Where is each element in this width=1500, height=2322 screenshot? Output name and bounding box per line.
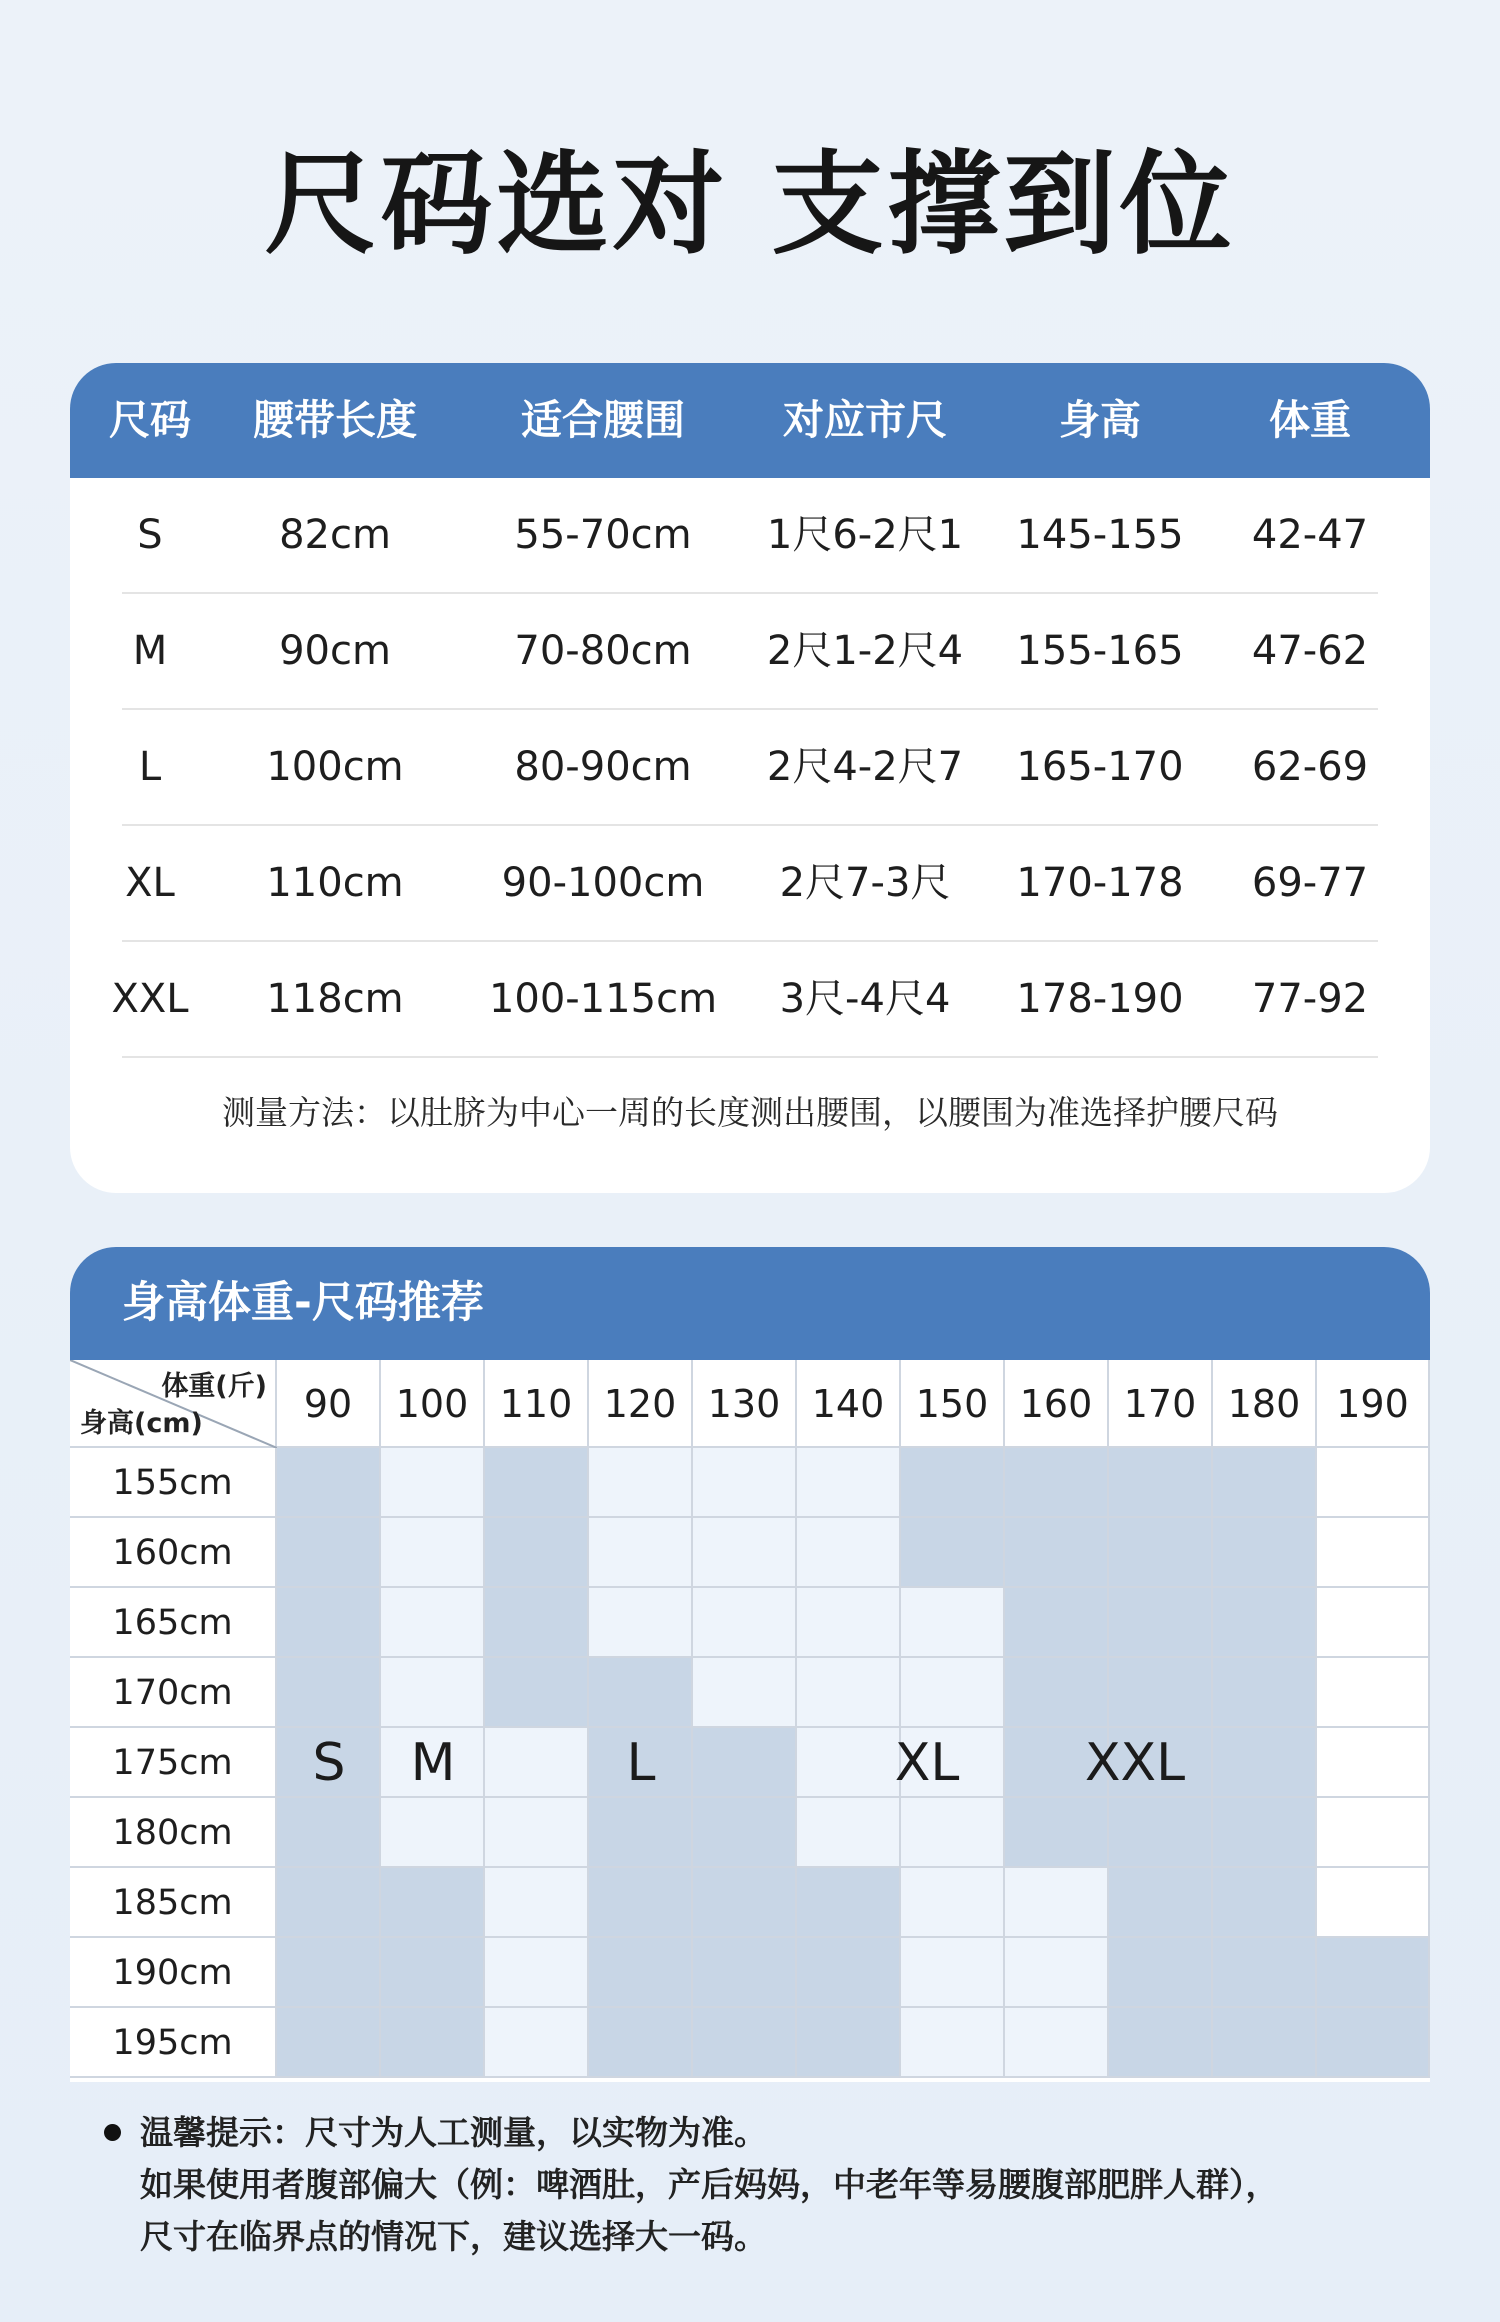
size-zone-label: XXL bbox=[1084, 1733, 1186, 1793]
grid-cell bbox=[1317, 1588, 1430, 1658]
size-cell: L bbox=[138, 744, 162, 790]
grid-cell bbox=[901, 1938, 1005, 2008]
recommend-header bbox=[70, 1247, 1430, 1360]
height-row-header: 160cm bbox=[70, 1518, 277, 1588]
size-cell: 82cm bbox=[279, 512, 391, 558]
grid-cell bbox=[277, 1938, 381, 2008]
size-row bbox=[122, 826, 1378, 942]
grid-cell bbox=[797, 1448, 901, 1518]
size-cell: 155-165 bbox=[1016, 628, 1184, 674]
grid-cell bbox=[485, 1588, 589, 1658]
grid-cell bbox=[1005, 1588, 1109, 1658]
grid-cell bbox=[1005, 2008, 1109, 2078]
size-cell: 1尺6-2尺1 bbox=[766, 512, 964, 558]
grid-cell bbox=[1317, 1868, 1430, 1938]
grid-cell bbox=[1109, 1938, 1213, 2008]
grid-cell bbox=[693, 1448, 797, 1518]
grid-cell bbox=[381, 1518, 485, 1588]
grid-cell bbox=[901, 1518, 1005, 1588]
height-row-header: 155cm bbox=[70, 1448, 277, 1518]
grid-cell bbox=[901, 1448, 1005, 1518]
weight-col-header: 160 bbox=[1005, 1360, 1109, 1448]
weight-col-header: 90 bbox=[277, 1360, 381, 1448]
grid-cell bbox=[1317, 1798, 1430, 1868]
grid-cell bbox=[1213, 2008, 1317, 2078]
weight-col-header: 140 bbox=[797, 1360, 901, 1448]
weight-col-header: 110 bbox=[485, 1360, 589, 1448]
grid-cell bbox=[797, 1658, 901, 1728]
size-table-body bbox=[111, 478, 1430, 1058]
grid-cell bbox=[485, 1798, 589, 1868]
grid-cell bbox=[277, 1588, 381, 1658]
grid-cell bbox=[1109, 1588, 1213, 1658]
grid-cell bbox=[901, 1588, 1005, 1658]
grid-cell bbox=[1213, 1448, 1317, 1518]
grid-cell bbox=[1005, 1658, 1109, 1728]
size-cell: 165-170 bbox=[1016, 744, 1184, 790]
grid-cell bbox=[1213, 1518, 1317, 1588]
grid-cell bbox=[1213, 1658, 1317, 1728]
size-table-card bbox=[70, 363, 1430, 1193]
size-cell: 47-62 bbox=[1251, 628, 1369, 674]
size-cell: 2尺1-2尺4 bbox=[766, 628, 964, 674]
tip-text-1: 温馨提示：尺寸为人工测量，以实物为准。 bbox=[140, 2113, 767, 2152]
size-cell: 77-92 bbox=[1251, 976, 1369, 1022]
weight-col-header: 170 bbox=[1109, 1360, 1213, 1448]
height-row-header: 175cm bbox=[70, 1728, 277, 1798]
grid-cell bbox=[1317, 1448, 1430, 1518]
grid-corner bbox=[70, 1360, 277, 1448]
grid-cell bbox=[693, 1938, 797, 2008]
size-cell: XL bbox=[125, 860, 175, 906]
weight-col-header: 180 bbox=[1213, 1360, 1317, 1448]
recommend-title: 身高体重-尺码推荐 bbox=[122, 1278, 484, 1328]
height-row-header: 190cm bbox=[70, 1938, 277, 2008]
size-cell: 42-47 bbox=[1251, 512, 1369, 558]
size-cell: 69-77 bbox=[1251, 860, 1369, 906]
tips bbox=[100, 2107, 1420, 2263]
size-cell: 110cm bbox=[266, 860, 404, 906]
grid-cell bbox=[277, 1798, 381, 1868]
size-zone-label: XL bbox=[894, 1733, 960, 1793]
grid-cell bbox=[1213, 1588, 1317, 1658]
grid-cell bbox=[589, 1658, 693, 1728]
height-row-header: 185cm bbox=[70, 1868, 277, 1938]
grid-cell bbox=[1109, 1868, 1213, 1938]
grid-cell bbox=[1317, 1518, 1430, 1588]
header-market-chi: 对应市尺 bbox=[783, 396, 947, 444]
grid-cell bbox=[589, 1938, 693, 2008]
grid-cell bbox=[693, 1868, 797, 1938]
weight-col-header: 150 bbox=[901, 1360, 1005, 1448]
grid-cell bbox=[1317, 2008, 1430, 2078]
grid-cell bbox=[693, 1518, 797, 1588]
grid-cell bbox=[277, 1868, 381, 1938]
recommend-card bbox=[70, 1247, 1430, 2082]
grid-cell bbox=[693, 1588, 797, 1658]
grid-cell bbox=[381, 2008, 485, 2078]
grid-cell bbox=[693, 1658, 797, 1728]
size-row bbox=[122, 594, 1378, 710]
corner-weight-label: 体重(斤) bbox=[161, 1371, 267, 1402]
grid-cell bbox=[1213, 1868, 1317, 1938]
grid-cell bbox=[381, 1798, 485, 1868]
grid-cell bbox=[797, 1868, 901, 1938]
grid-cell bbox=[381, 1938, 485, 2008]
tip-line: 尺寸在临界点的情况下，建议选择大一码。 bbox=[140, 2217, 767, 2256]
size-cell: 145-155 bbox=[1016, 512, 1184, 558]
grid-cell bbox=[797, 2008, 901, 2078]
grid-cell bbox=[277, 1448, 381, 1518]
grid-cell bbox=[1005, 1798, 1109, 1868]
grid-cell bbox=[1317, 1938, 1430, 2008]
grid-cell bbox=[1317, 1728, 1430, 1798]
tip-line bbox=[100, 2107, 1420, 2159]
size-cell: 100-115cm bbox=[488, 976, 718, 1022]
grid-cell bbox=[693, 1728, 797, 1798]
size-cell: 170-178 bbox=[1016, 860, 1184, 906]
grid-cell bbox=[797, 1518, 901, 1588]
grid-cell bbox=[797, 1588, 901, 1658]
height-row-header: 180cm bbox=[70, 1798, 277, 1868]
grid-cell bbox=[901, 1868, 1005, 1938]
grid-cell bbox=[1109, 1448, 1213, 1518]
size-cell: 178-190 bbox=[1016, 976, 1184, 1022]
grid-cell bbox=[485, 1868, 589, 1938]
grid-cell bbox=[381, 1448, 485, 1518]
grid-cell bbox=[589, 1588, 693, 1658]
grid-cell bbox=[1005, 1938, 1109, 2008]
grid-cell bbox=[901, 1798, 1005, 1868]
measure-note: 测量方法：以肚脐为中心一周的长度测出腰围，以腰围为准选择护腰尺码 bbox=[222, 1093, 1278, 1132]
size-row bbox=[122, 710, 1378, 826]
header-belt-length: 腰带长度 bbox=[253, 396, 417, 444]
size-cell: 62-69 bbox=[1251, 744, 1369, 790]
size-cell: XXL bbox=[111, 976, 189, 1022]
size-cell: 80-90cm bbox=[514, 744, 692, 790]
grid-cell bbox=[1109, 1658, 1213, 1728]
grid-cell bbox=[589, 1868, 693, 1938]
size-cell: M bbox=[132, 628, 168, 674]
header-height: 身高 bbox=[1059, 396, 1141, 444]
size-row bbox=[111, 942, 1378, 1058]
size-cell: 90-100cm bbox=[501, 860, 705, 906]
grid-cell bbox=[381, 1658, 485, 1728]
grid-cell bbox=[1213, 1798, 1317, 1868]
size-cell: 2尺4-2尺7 bbox=[766, 744, 964, 790]
corner-height-label: 身高(cm) bbox=[80, 1408, 203, 1439]
size-zone-label: S bbox=[312, 1733, 346, 1793]
header-waist-fit: 适合腰围 bbox=[521, 396, 685, 444]
grid-cell bbox=[381, 1588, 485, 1658]
grid-cell bbox=[1213, 1938, 1317, 2008]
grid-cell bbox=[693, 2008, 797, 2078]
grid-cell bbox=[277, 1518, 381, 1588]
grid-cell bbox=[589, 1518, 693, 1588]
page-title: 尺码选对 支撑到位 bbox=[264, 140, 1236, 270]
grid-cell bbox=[589, 2008, 693, 2078]
grid-cell bbox=[277, 2008, 381, 2078]
grid-cell bbox=[1109, 2008, 1213, 2078]
size-cell: 118cm bbox=[266, 976, 404, 1022]
grid-cell bbox=[901, 2008, 1005, 2078]
grid-cell bbox=[485, 2008, 589, 2078]
header-size: 尺码 bbox=[109, 396, 191, 444]
grid-cell bbox=[277, 1658, 381, 1728]
grid-cell bbox=[1005, 1448, 1109, 1518]
grid-cell bbox=[485, 1658, 589, 1728]
grid-cell bbox=[901, 1658, 1005, 1728]
size-zone-label: L bbox=[626, 1733, 656, 1793]
weight-col-header: 190 bbox=[1317, 1360, 1430, 1448]
tip-line: 如果使用者腹部偏大（例：啤酒肚，产后妈妈，中老年等易腰腹部肥胖人群）， bbox=[140, 2165, 1279, 2204]
grid-cell bbox=[589, 1448, 693, 1518]
grid-cell bbox=[485, 1518, 589, 1588]
height-row-header: 195cm bbox=[70, 2008, 277, 2078]
size-cell: 90cm bbox=[279, 628, 391, 674]
grid-cell bbox=[589, 1798, 693, 1868]
grid-cell bbox=[485, 1448, 589, 1518]
size-cell: 2尺7-3尺 bbox=[779, 860, 951, 906]
grid-cell bbox=[1005, 1868, 1109, 1938]
size-cell: 55-70cm bbox=[514, 512, 692, 558]
height-row-header: 170cm bbox=[70, 1658, 277, 1728]
grid-cell bbox=[797, 1798, 901, 1868]
size-table-header bbox=[70, 363, 1430, 478]
weight-col-header: 120 bbox=[589, 1360, 693, 1448]
header-weight: 体重 bbox=[1269, 396, 1351, 444]
height-row-header: 165cm bbox=[70, 1588, 277, 1658]
size-cell: S bbox=[137, 512, 163, 558]
size-cell: 100cm bbox=[266, 744, 404, 790]
bullet-dot bbox=[104, 2124, 121, 2141]
grid-cell bbox=[1005, 1518, 1109, 1588]
size-cell: 70-80cm bbox=[514, 628, 692, 674]
grid-cell bbox=[1109, 1518, 1213, 1588]
size-zone-label: M bbox=[410, 1733, 456, 1793]
grid-cell bbox=[381, 1868, 485, 1938]
grid-cell bbox=[797, 1938, 901, 2008]
grid-cell bbox=[1109, 1798, 1213, 1868]
size-row bbox=[122, 478, 1378, 594]
grid-cell bbox=[485, 1938, 589, 2008]
weight-col-header: 100 bbox=[381, 1360, 485, 1448]
grid-cell bbox=[485, 1728, 589, 1798]
size-cell: 3尺-4尺4 bbox=[779, 976, 951, 1022]
grid-cell bbox=[693, 1798, 797, 1868]
grid-cell bbox=[1317, 1658, 1430, 1728]
weight-col-header: 130 bbox=[693, 1360, 797, 1448]
